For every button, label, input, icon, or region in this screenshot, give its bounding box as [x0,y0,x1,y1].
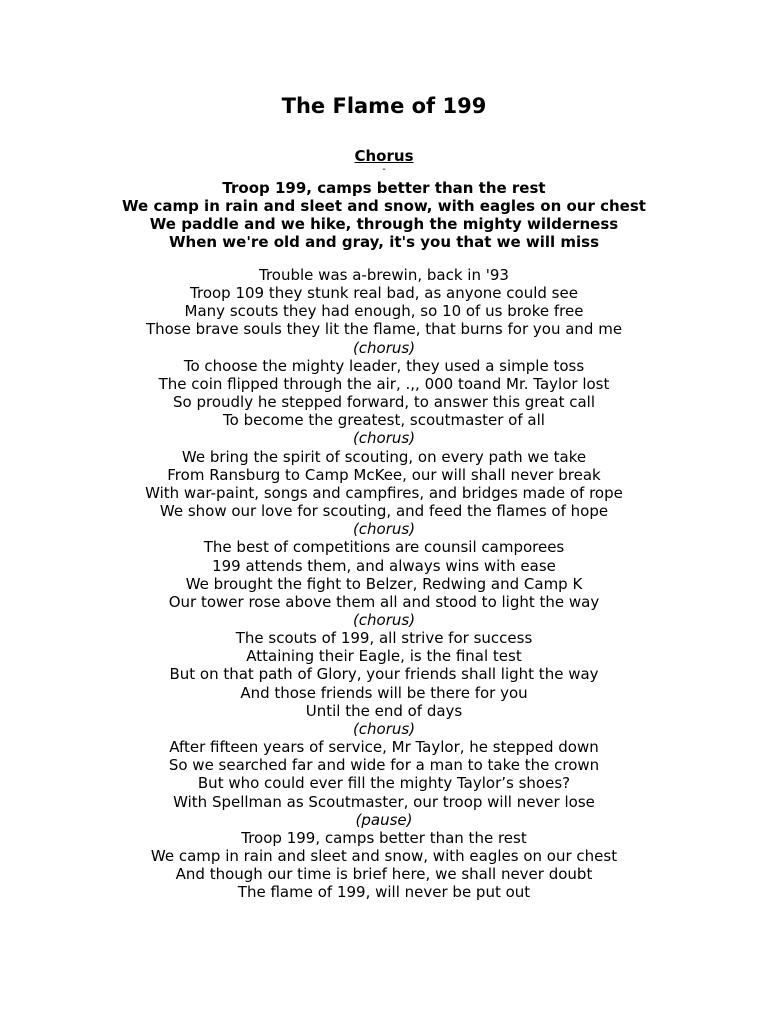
verse-line: So proudly he stepped forward, to answer this great call [173,393,595,412]
verse-line: The best of competitions are counsil camporees [203,538,565,557]
verse-line: To choose the mighty leader, they used a simple toss [183,356,585,375]
verse-line: To become the greatest, scoutmaster of all [223,411,545,430]
chorus-marker: (chorus) [352,719,416,738]
chorus-marker: (chorus) [352,338,416,357]
chorus-marker: (chorus) [352,610,416,629]
chorus-dash: - [382,164,386,175]
verse-line: After fifteen years of service, Mr Taylor, he stepped down [169,738,599,757]
chorus-line: Troop 199, camps better than the rest [222,179,546,197]
verse-line: But on that path of Glory, your friends shall light the way [169,665,599,684]
verse-line: We brought the fight to Belzer, Redwing and Camp K [185,574,583,593]
chorus-line: We paddle and we hike, through the mighty wilderness [149,215,619,233]
verse-line: The scouts of 199, all strive for success [235,629,533,648]
verse-lyrics [0,266,768,901]
verse-line: Until the end of days [305,701,463,720]
verse-line: So we searched far and wide for a man to take the crown [168,756,600,775]
verse-line: We camp in rain and sleet and snow, with eagles on our chest [150,847,618,865]
verse-line: Troop 109 they stunk real bad, as anyone could see [190,284,578,303]
verse-line: Many scouts they had enough, so 10 of us broke free [184,302,584,321]
verse-line: Trouble was a-brewin, back in '93 [259,266,509,284]
verse-line: Those brave souls they lit the flame, that burns for you and me [145,320,623,339]
verse-line: The flame of 199, will never be put out [237,883,531,902]
verse-line: And though our time is brief here, we shall never doubt [175,865,593,884]
chorus-marker: (chorus) [352,520,416,539]
chorus-lyrics [0,179,768,251]
chorus-heading: Chorus [354,147,414,165]
chorus-line: When we're old and gray, it's you that we will miss [169,233,599,251]
verse-line: From Ransburg to Camp McKee, our will shall never break [167,465,601,484]
verse-line: We bring the spirit of scouting, on every path we take [181,447,587,466]
song-title: The Flame of 199 [281,94,487,118]
verse-line: The coin flipped through the air, .,, 000 toand Mr. Taylor lost [158,374,610,393]
verse-line: With war-paint, songs and campfires, and bridges made of rope [145,483,623,502]
verse-line: But who could ever fill the mighty Taylor’s shoes? [197,774,571,793]
verse-line: 199 attends them, and always wins with ease [212,556,556,575]
verse-line: And those friends will be there for you [240,683,528,702]
verse-line: Attaining their Eagle, is the final test [246,647,522,666]
pause-marker: (pause) [355,810,413,829]
verse-line: We show our love for scouting, and feed the flames of hope [159,502,609,521]
chorus-marker: (chorus) [352,429,416,448]
chorus-line: We camp in rain and sleet and snow, with eagles on our chest [122,197,646,215]
verse-line: With Spellman as Scoutmaster, our troop will never lose [173,792,595,811]
verse-line: Troop 199, camps better than the rest [241,828,527,847]
verse-line: Our tower rose above them all and stood to light the way [168,592,600,611]
